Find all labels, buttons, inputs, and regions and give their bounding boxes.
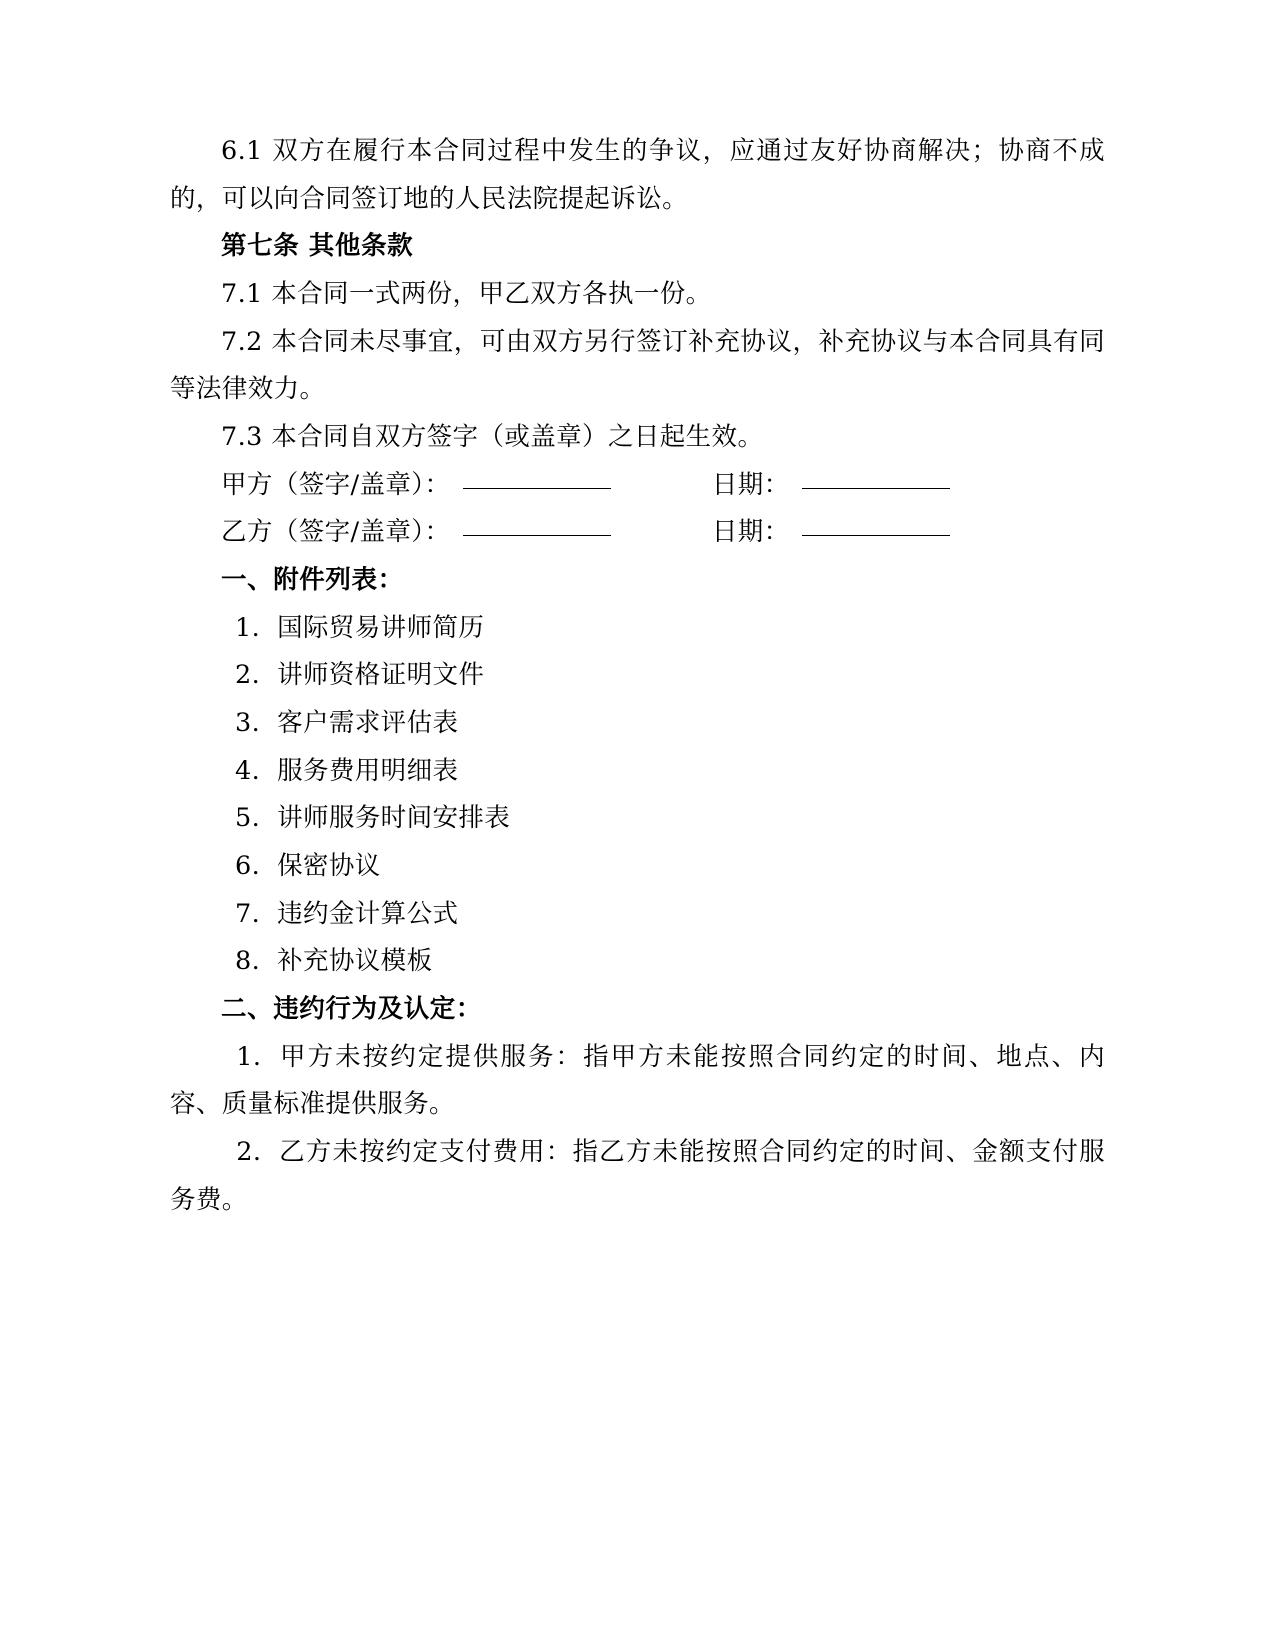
party-b-label: 乙方（签字/盖章）： (221, 517, 451, 548)
list-item-number: 6. (235, 851, 261, 882)
document-body (170, 128, 1105, 1224)
list-item-label: 国际贸易讲师简历 (277, 612, 485, 643)
party-a-label: 甲方（签字/盖章）： (221, 469, 451, 500)
party-b-date-line[interactable] (802, 534, 950, 536)
list-item (235, 891, 1105, 939)
party-b-signature-line[interactable] (463, 534, 611, 536)
attachments-title: 一、附件列表： (221, 565, 404, 596)
list-item (235, 795, 1105, 843)
clause-6-1: 6.1 双方在履行本合同过程中发生的争议，应通过友好协商解决；协商不成的，可以向合同签订地的人民法院提起诉讼。 (170, 136, 1105, 214)
list-item (170, 1129, 1105, 1224)
list-item-number: 1. (236, 1041, 262, 1072)
breach-title: 二、违约行为及认定： (221, 994, 483, 1025)
list-item-label: 补充协议模板 (277, 946, 433, 977)
clause-7-2: 7.2 本合同未尽事宜，可由双方另行签订补充协议，补充协议与本合同具有同等法律效力。 (170, 326, 1105, 405)
list-item-label: 违约金计算公式 (277, 898, 459, 929)
list-item-label: 讲师服务时间安排表 (277, 803, 511, 834)
list-item-number: 2. (235, 660, 261, 691)
party-b-date-label: 日期： (711, 517, 790, 548)
list-item-label: 客户需求评估表 (277, 708, 459, 739)
breach-list (170, 1034, 1105, 1225)
list-item-label: 讲师资格证明文件 (277, 660, 485, 691)
party-a-signature-line[interactable] (463, 487, 611, 489)
clause-7-1: 7.1 本合同一式两份，甲乙双方各执一份。 (221, 279, 712, 310)
list-item-label: 乙方未按约定支付费用：指乙方未能按照合同约定的时间、金额支付服务费。 (170, 1137, 1105, 1215)
section-7-title: 第七条 其他条款 (221, 231, 414, 262)
list-item (235, 843, 1105, 891)
list-item-label: 服务费用明细表 (277, 755, 459, 786)
list-item (235, 605, 1105, 653)
signature-row-party-b (170, 509, 1105, 557)
list-item-number: 1. (235, 612, 261, 643)
list-item-number: 7. (235, 898, 261, 929)
list-item-number: 5. (235, 803, 261, 834)
party-a-date-line[interactable] (802, 487, 950, 489)
list-item-number: 8. (235, 946, 261, 977)
list-item (170, 1034, 1105, 1129)
signature-row-party-a (170, 462, 1105, 510)
list-item-label: 甲方未按约定提供服务：指甲方未能按照合同约定的时间、地点、内容、质量标准提供服务。 (170, 1041, 1105, 1120)
list-item (235, 748, 1105, 796)
list-item-number: 3. (235, 708, 261, 739)
list-item-label: 保密协议 (277, 851, 381, 882)
party-a-date-label: 日期： (711, 469, 790, 500)
list-item-number: 4. (235, 755, 261, 786)
attachments-list (170, 605, 1105, 986)
list-item (235, 652, 1105, 700)
list-item (235, 700, 1105, 748)
list-item (235, 938, 1105, 986)
clause-7-3: 7.3 本合同自双方签字（或盖章）之日起生效。 (221, 422, 764, 453)
list-item-number: 2. (236, 1137, 262, 1168)
